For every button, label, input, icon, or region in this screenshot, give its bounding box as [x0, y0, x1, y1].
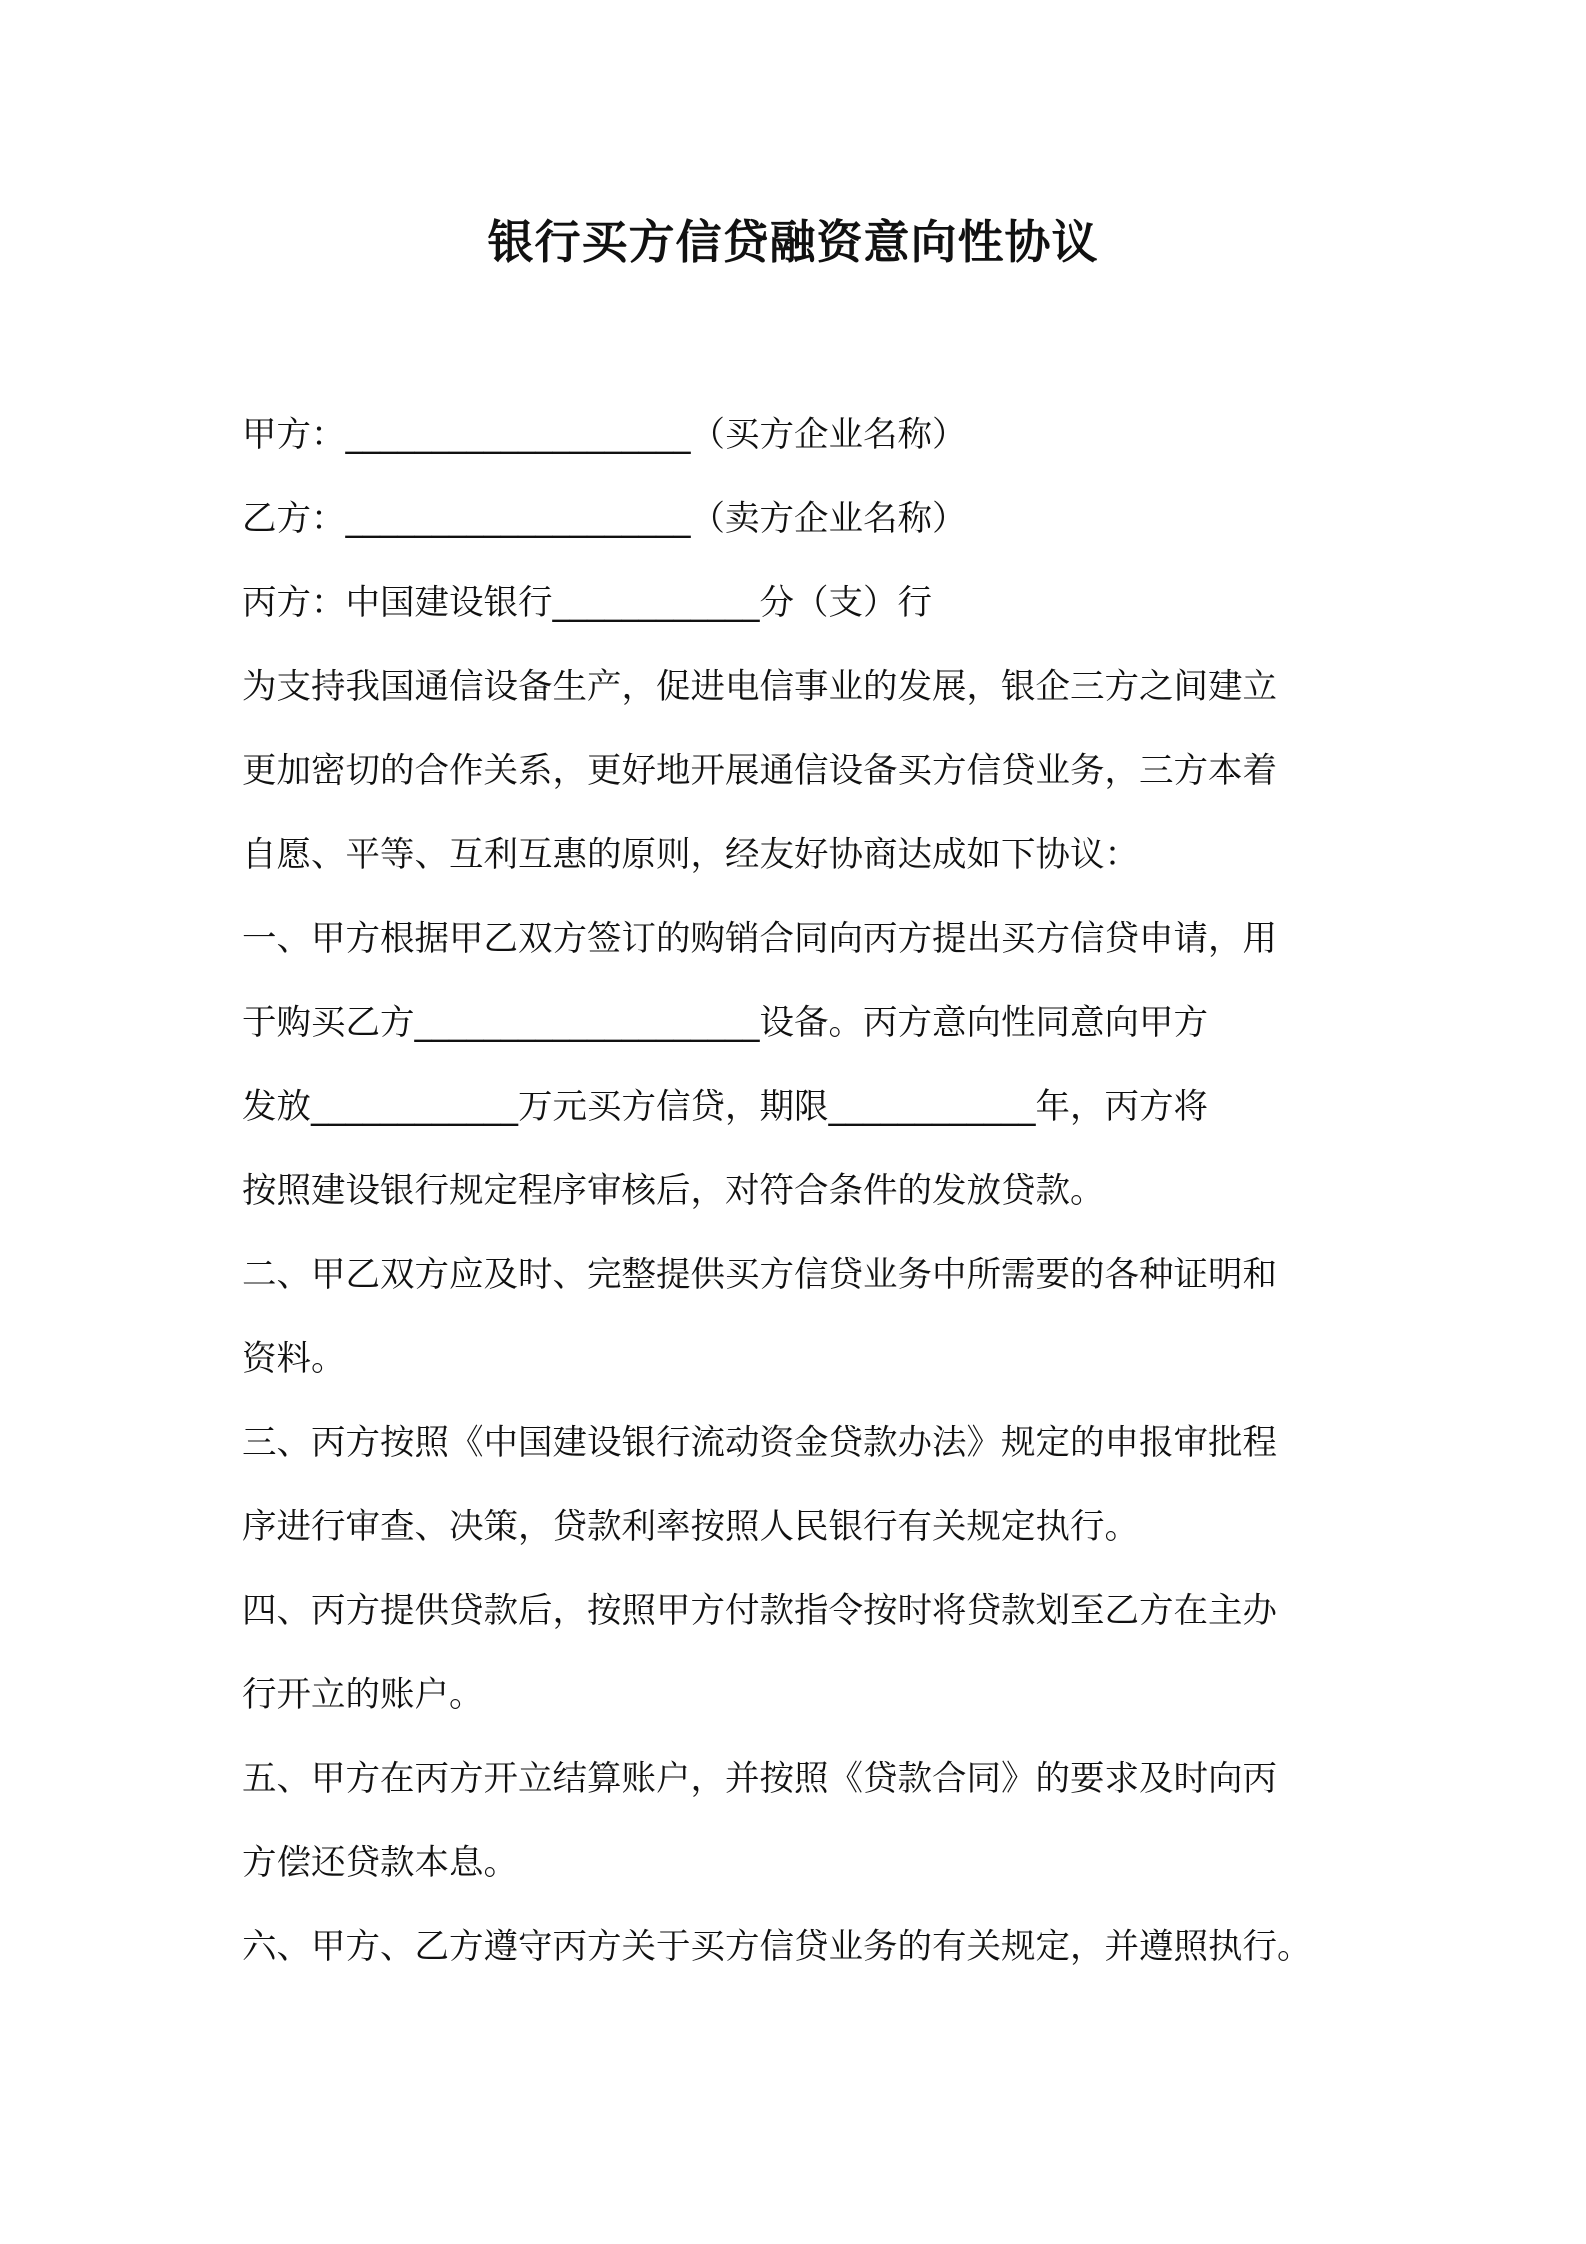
clause-3-line: 序进行审查、决策，贷款利率按照人民银行有关规定执行。: [242, 1507, 1139, 1547]
clause-1-line: 于购买乙方____________________设备。丙方意向性同意向甲方: [242, 1003, 1208, 1043]
clause-2-line: 二、甲乙双方应及时、完整提供买方信贷业务中所需要的各种证明和: [242, 1255, 1277, 1295]
party-c-line: 丙方：中国建设银行____________分（支）行: [242, 583, 932, 623]
document-body: [242, 405, 1362, 2001]
clause-3-line: 三、丙方按照《中国建设银行流动资金贷款办法》规定的申报审批程: [242, 1423, 1277, 1463]
party-a-line: 甲方：____________________（买方企业名称）: [242, 415, 967, 455]
clause-1-line: 按照建设银行规定程序审核后，对符合条件的发放贷款。: [242, 1171, 1105, 1211]
clause-4-line: 行开立的账户。: [242, 1675, 484, 1715]
clause-6-line: 六、甲方、乙方遵守丙方关于买方信贷业务的有关规定，并遵照执行。: [242, 1927, 1312, 1967]
clause-1-line: 发放____________万元买方信贷，期限____________年，丙方将: [242, 1087, 1208, 1127]
paragraph-line: 更加密切的合作关系，更好地开展通信设备买方信贷业务，三方本着: [242, 751, 1277, 791]
document-title: 银行买方信贷融资意向性协议: [487, 215, 1099, 269]
paragraph-line: 自愿、平等、互利互惠的原则，经友好协商达成如下协议：: [242, 835, 1139, 875]
clause-2-line: 资料。: [242, 1339, 346, 1379]
clause-4-line: 四、丙方提供贷款后，按照甲方付款指令按时将贷款划至乙方在主办: [242, 1591, 1277, 1631]
clause-5-line: 五、甲方在丙方开立结算账户，并按照《贷款合同》的要求及时向丙: [242, 1759, 1277, 1799]
paragraph-line: 为支持我国通信设备生产，促进电信事业的发展，银企三方之间建立: [242, 667, 1277, 707]
clause-1-line: 一、甲方根据甲乙双方签订的购销合同向丙方提出买方信贷申请，用: [242, 919, 1277, 959]
clause-5-line: 方偿还贷款本息。: [242, 1843, 518, 1883]
party-b-line: 乙方：____________________（卖方企业名称）: [242, 499, 967, 539]
